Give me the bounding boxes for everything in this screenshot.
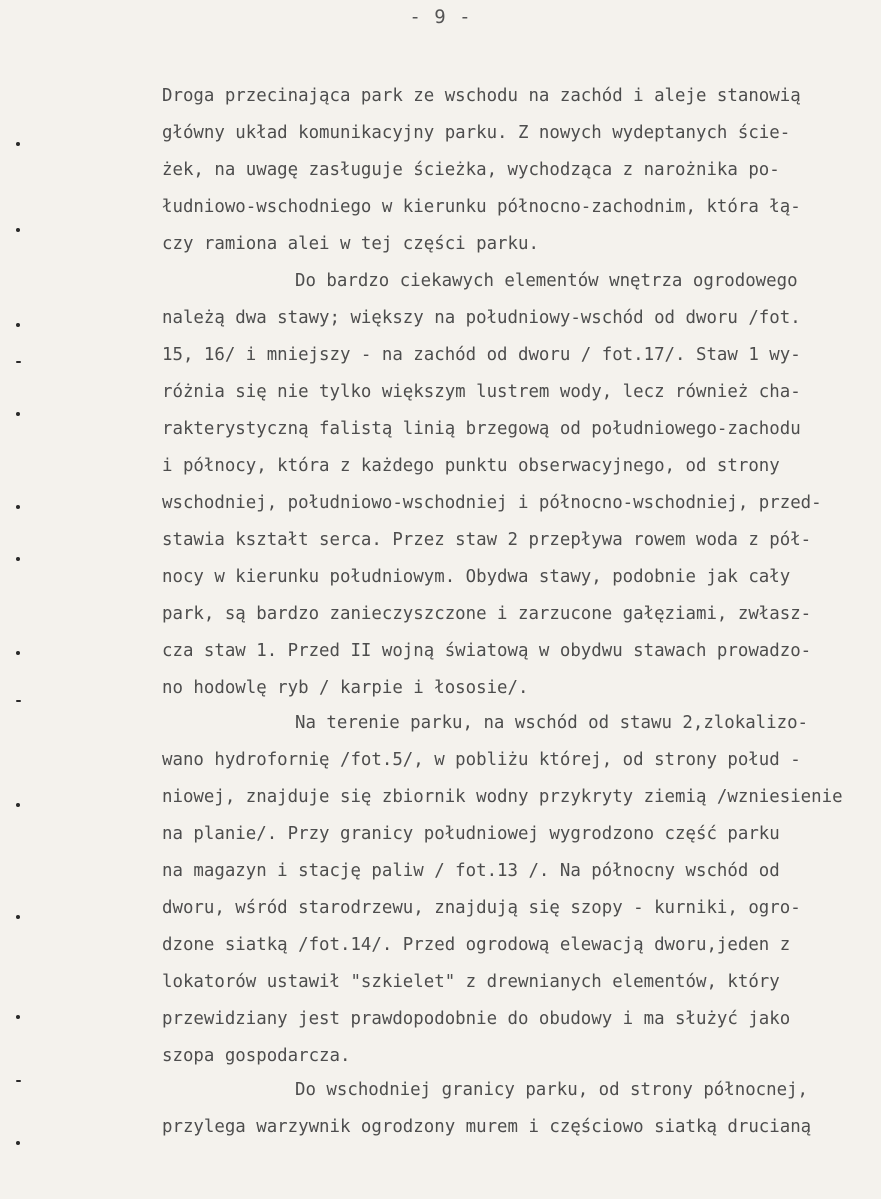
margin-mark bbox=[16, 228, 20, 232]
text-line-1: Droga przecinająca park ze wschodu na zachód i aleje stanowią bbox=[162, 86, 801, 106]
text-line-29: przylega warzywnik ogrodzony murem i częściowo siatką drucianą bbox=[162, 1117, 812, 1137]
text-line-22: na magazyn i stację paliw / fot.13 /. Na północny wschód od bbox=[162, 861, 780, 881]
text-line-25: lokatorów ustawił "szkielet" z drewnianych elementów, który bbox=[162, 972, 780, 992]
text-line-11: i północy, która z każdego punktu obserwacyjnego, od strony bbox=[162, 456, 780, 476]
text-line-17: no hodowlę ryb / karpie i łososie/. bbox=[162, 678, 529, 698]
text-line-14: nocy w kierunku południowym. Obydwa stawy, podobnie jak cały bbox=[162, 567, 791, 587]
margin-mark bbox=[16, 803, 20, 807]
text-line-19: wano hydrofornię /fot.5/, w pobliżu której, od strony połud - bbox=[162, 750, 801, 770]
text-line-24: dzone siatką /fot.14/. Przed ogrodową elewacją dworu,jeden z bbox=[162, 935, 791, 955]
text-line-18: Na terenie parku, na wschód od stawu 2,zlokalizo- bbox=[295, 713, 809, 733]
margin-mark bbox=[16, 505, 20, 509]
text-line-4: łudniowo-wschodniego w kierunku północno-zachodnim, która łą- bbox=[162, 197, 801, 217]
text-line-13: stawia kształt serca. Przez staw 2 przepływa rowem woda z pół- bbox=[162, 530, 812, 550]
text-line-15: park, są bardzo zanieczyszczone i zarzucone gałęziami, zwłasz- bbox=[162, 604, 812, 624]
text-line-6: Do bardzo ciekawych elementów wnętrza ogrodowego bbox=[295, 271, 798, 291]
text-line-27: szopa gospodarcza. bbox=[162, 1046, 351, 1066]
text-line-10: rakterystyczną falistą linią brzegową od południowego-zachodu bbox=[162, 419, 801, 439]
text-line-28: Do wschodniej granicy parku, od strony północnej, bbox=[295, 1080, 809, 1100]
margin-mark bbox=[16, 700, 21, 702]
margin-mark bbox=[16, 1015, 20, 1019]
margin-mark bbox=[16, 1080, 21, 1082]
text-line-3: żek, na uwagę zasługuje ścieżka, wychodząca z narożnika po- bbox=[162, 160, 780, 180]
margin-mark bbox=[16, 915, 20, 919]
text-line-23: dworu, wśród starodrzewu, znajdują się szopy - kurniki, ogro- bbox=[162, 898, 801, 918]
page-number: - 9 - bbox=[409, 6, 472, 28]
margin-mark bbox=[16, 557, 20, 561]
text-line-21: na planie/. Przy granicy południowej wygrodzono część parku bbox=[162, 824, 780, 844]
margin-mark bbox=[16, 1141, 20, 1145]
margin-mark bbox=[16, 361, 21, 363]
text-line-9: różnia się nie tylko większym lustrem wody, lecz również cha- bbox=[162, 382, 801, 402]
text-line-5: czy ramiona alei w tej części parku. bbox=[162, 234, 539, 254]
text-line-20: niowej, znajduje się zbiornik wodny przykryty ziemią /wzniesienie bbox=[162, 787, 843, 807]
text-line-8: 15, 16/ i mniejszy - na zachód od dworu / fot.17/. Staw 1 wy- bbox=[162, 345, 801, 365]
text-line-26: przewidziany jest prawdopodobnie do obudowy i ma służyć jako bbox=[162, 1009, 791, 1029]
margin-mark bbox=[16, 142, 20, 146]
text-line-12: wschodniej, południowo-wschodniej i północno-wschodniej, przed- bbox=[162, 493, 822, 513]
text-line-16: cza staw 1. Przed II wojną światową w obydwu stawach prowadzo- bbox=[162, 641, 812, 661]
margin-mark bbox=[16, 651, 20, 655]
margin-mark bbox=[16, 412, 20, 416]
margin-mark bbox=[16, 323, 20, 327]
text-line-2: główny układ komunikacyjny parku. Z nowych wydeptanych ście- bbox=[162, 123, 791, 143]
text-line-7: należą dwa stawy; większy na południowy-wschód od dworu /fot. bbox=[162, 308, 801, 328]
